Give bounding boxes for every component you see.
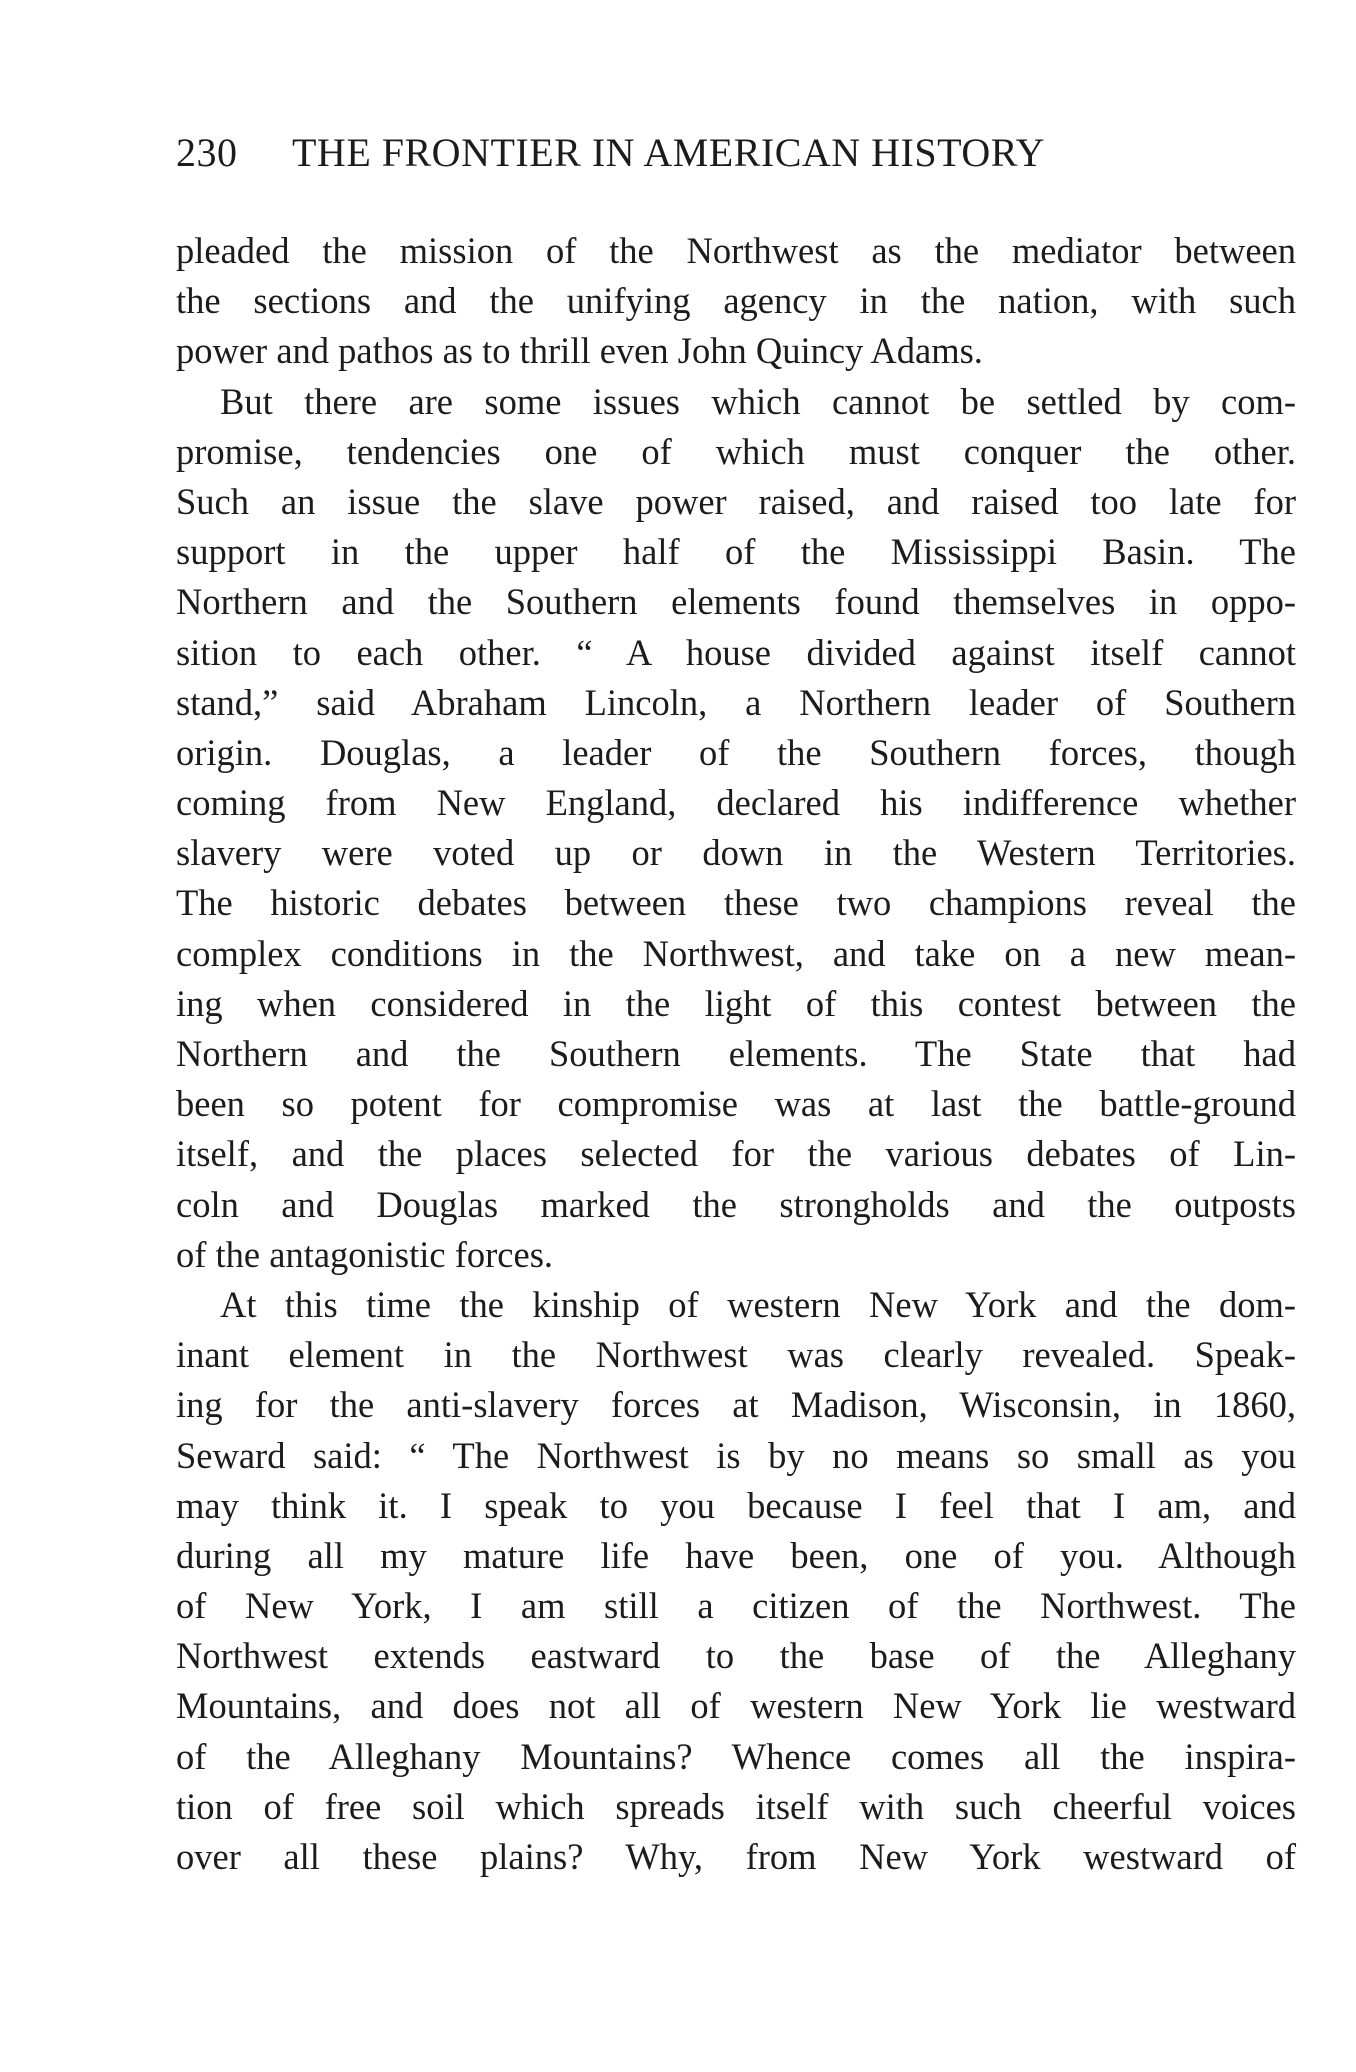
text-line: during all my mature life have been, one of you. Although (176, 1534, 1296, 1576)
paragraph (176, 226, 1296, 377)
text-line: coming from New England, declared his indifference whether (176, 782, 1296, 824)
text-line: been so potent for compromise was at last the battle-ground (176, 1083, 1296, 1125)
text-line: over all these plains? Why, from New York westward of (176, 1836, 1296, 1877)
text-line: Seward said: “ The Northwest is by no means so small as you (176, 1434, 1296, 1476)
text-line: support in the upper half of the Mississippi Basin. The (176, 531, 1296, 573)
text-line: The historic debates between these two champions reveal the (176, 882, 1296, 924)
page-header (176, 128, 1156, 178)
text-line: promise, tendencies one of which must conquer the other. (176, 430, 1296, 472)
text-line: ing when considered in the light of this contest between the (176, 982, 1296, 1024)
text-line: power and pathos as to thrill even John Quincy Adams. (176, 330, 983, 372)
text-line: Northern and the Southern elements. The State that had (176, 1033, 1296, 1074)
text-line: Northern and the Southern elements found themselves in oppo- (176, 581, 1296, 623)
text-line: Mountains, and does not all of western New York lie westward (176, 1685, 1296, 1727)
text-line: of the Alleghany Mountains? Whence comes all the inspira- (176, 1735, 1296, 1777)
text-line: stand,” said Abraham Lincoln, a Northern leader of Southern (176, 681, 1296, 723)
text-line: complex conditions in the Northwest, and take on a new mean- (176, 932, 1296, 974)
text-line: may think it. I speak to you because I feel that I am, and (176, 1484, 1296, 1526)
text-line: sition to each other. “ A house divided against itself cannot (176, 631, 1296, 673)
text-line: tion of free soil which spreads itself with such cheerful voices (176, 1785, 1296, 1827)
body-text (176, 226, 1296, 1882)
text-line: Such an issue the slave power raised, and raised too late for (176, 480, 1296, 522)
text-line: origin. Douglas, a leader of the Southern forces, though (176, 731, 1296, 773)
text-line: At this time the kinship of western New York and the dom- (220, 1283, 1296, 1325)
page-number: 230 (176, 130, 238, 175)
text-line: But there are some issues which cannot be settled by com- (220, 380, 1296, 422)
text-line: pleaded the mission of the Northwest as the mediator between (176, 230, 1296, 271)
text-line: Northwest extends eastward to the base of the Alleghany (176, 1635, 1296, 1677)
text-line: inant element in the Northwest was clearly revealed. Speak- (176, 1334, 1296, 1376)
text-line: of the antagonistic forces. (176, 1233, 554, 1275)
paragraph (176, 1280, 1296, 1882)
text-line: coln and Douglas marked the strongholds and the outposts (176, 1183, 1296, 1225)
running-title: THE FRONTIER IN AMERICAN HISTORY (292, 130, 1046, 175)
text-line: the sections and the unifying agency in the nation, with such (176, 280, 1296, 322)
text-line: itself, and the places selected for the various debates of Lin- (176, 1133, 1296, 1175)
paragraph (176, 377, 1296, 1280)
text-line: of New York, I am still a citizen of the Northwest. The (176, 1585, 1296, 1627)
text-line: ing for the anti-slavery forces at Madison, Wisconsin, in 1860, (176, 1384, 1296, 1426)
text-line: slavery were voted up or down in the Western Territories. (176, 832, 1296, 874)
